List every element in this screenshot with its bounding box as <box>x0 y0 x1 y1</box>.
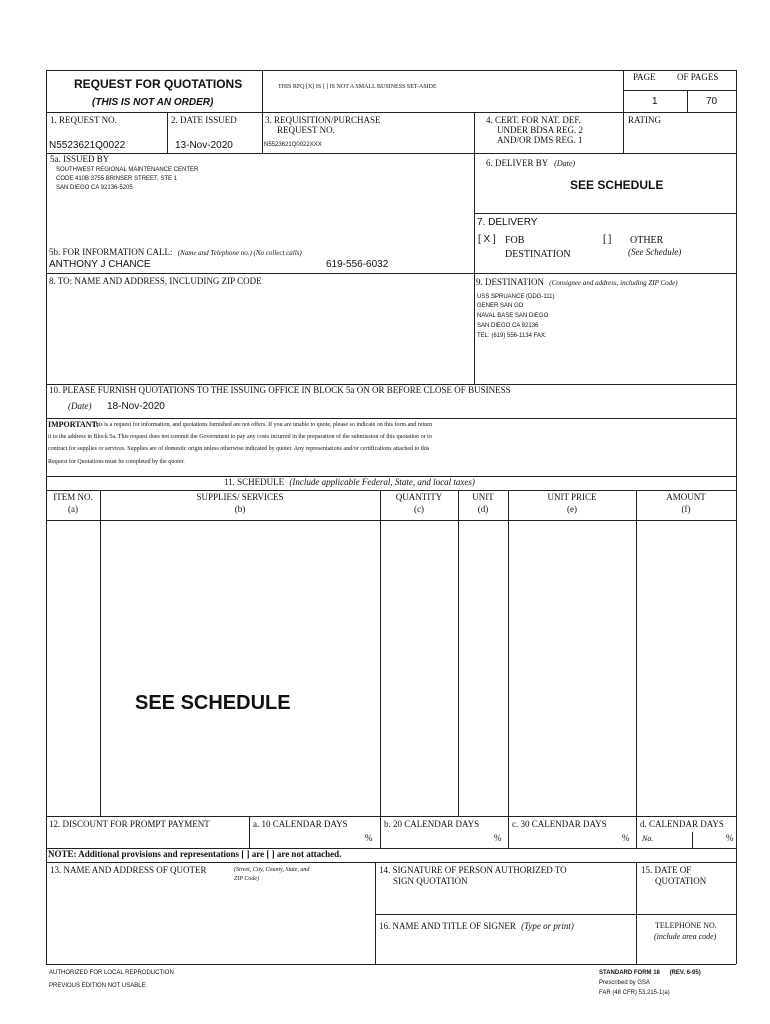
footer-form-number: STANDARD FORM 18 <box>599 970 660 976</box>
col-header-unit-price-sub: (e) <box>567 504 577 514</box>
col-header-unit: UNIT <box>472 492 494 502</box>
telephone-label: TELEPHONE NO. <box>655 921 717 930</box>
destination-hint: (Consignee and address, including ZIP Code) <box>549 279 678 287</box>
discount-label: 12. DISCOUNT FOR PROMPT PAYMENT <box>49 819 210 829</box>
to-label: 8. TO: NAME AND ADDRESS, INCLUDING ZIP CODE <box>49 276 262 286</box>
furnish-instructions: 10. PLEASE FURNISH QUOTATIONS TO THE ISSUING OFFICE IN BLOCK 5a ON OR BEFORE CLOSE OF BUSINESS <box>49 385 511 395</box>
schedule-title-hint: (Include applicable Federal, State, and local taxes) <box>289 477 475 487</box>
info-call-name: ANTHONY J CHANCE <box>49 259 151 270</box>
other-checkbox[interactable]: [ ] <box>603 234 612 245</box>
deliver-by-label-text: 6. DELIVER BY <box>486 158 548 168</box>
schedule-title <box>224 478 475 488</box>
footer-authorized: AUTHORIZED FOR LOCAL REPRODUCTION <box>49 970 174 976</box>
discount-20-pct[interactable]: % <box>494 833 502 843</box>
cert-label: 4. CERT. FOR NAT. DEF. <box>486 115 581 125</box>
additional-provisions-note: NOTE: Additional provisions and representations [ ] are [ ] are not attached. <box>48 849 342 859</box>
other-label: OTHER <box>630 235 664 246</box>
discount-10-days: a. 10 CALENDAR DAYS <box>253 819 348 829</box>
deliver-by-date-hint: (Date) <box>554 159 576 168</box>
quoter-name-label: 13. NAME AND ADDRESS OF QUOTER <box>50 865 207 875</box>
deliver-by-label <box>486 159 575 169</box>
see-schedule-hint: (See Schedule) <box>628 247 682 257</box>
telephone-hint: (include area code) <box>654 932 717 941</box>
request-no-value[interactable]: N5523621Q0022 <box>49 140 126 151</box>
fob-checkbox[interactable]: [ X ] <box>478 234 496 245</box>
discount-30-days: c. 30 CALENDAR DAYS <box>512 819 607 829</box>
set-aside-statement <box>278 84 437 91</box>
signature-label-2: SIGN QUOTATION <box>393 876 468 886</box>
rfq-is: IS <box>315 84 322 90</box>
important-line-2: it to the address in Block 5a. This request does not commit the Government to pay any costs incurred in the preparation of the submission of this quotation or to <box>48 434 432 440</box>
discount-10-pct[interactable]: % <box>365 833 373 843</box>
furnish-date-hint: (Date) <box>68 401 92 411</box>
discount-calendar-pct[interactable]: % <box>726 833 734 843</box>
important-line-3: contract for supplies or services. Supplies are of domestic origin unless otherwise indicated by quoter. Any representations and/or certifications attached to this <box>48 446 430 452</box>
footer-previous-edition: PREVIOUS EDITION NOT USABLE <box>49 983 146 989</box>
form-title: REQUEST FOR QUOTATIONS <box>74 77 243 91</box>
rfq-checkbox-is-not[interactable]: [ ] <box>322 84 329 90</box>
signer-name-label <box>379 922 574 932</box>
issued-by-line-2: CODE 410B 3755 BRINSER STREET, STE 1 <box>56 176 178 182</box>
page-value: 1 <box>652 96 658 107</box>
request-no-label: 1. REQUEST NO. <box>50 115 117 125</box>
requisition-label: 3. REQUISITION/PURCHASE <box>265 115 381 125</box>
signature-label: 14. SIGNATURE OF PERSON AUTHORIZED TO <box>379 865 567 875</box>
col-header-amount-sub: (f) <box>681 504 691 514</box>
fob-destination-label: DESTINATION <box>505 249 571 260</box>
date-issued-label: 2. DATE ISSUED <box>171 115 237 125</box>
footer-form-rev: (REV. 6-95) <box>669 970 701 976</box>
quoter-hint-2: ZIP Code) <box>234 876 260 882</box>
signer-name-hint: (Type or print) <box>521 921 574 931</box>
col-header-quantity: QUANTITY <box>395 492 443 502</box>
footer-prescribed: Prescribed by GSA <box>599 980 651 986</box>
col-header-quantity-sub: (c) <box>414 504 424 514</box>
col-header-supplies: SUPPLIES/ SERVICES <box>196 492 284 502</box>
footer-form-name <box>599 970 701 977</box>
deliver-by-value: SEE SCHEDULE <box>570 178 664 192</box>
of-pages-label: OF PAGES <box>677 72 719 82</box>
issued-by-line-3: SAN DIEGO CA 92136-5205 <box>56 185 133 191</box>
col-header-item: ITEM NO. <box>53 492 93 502</box>
info-call-label-text: 5b. FOR INFORMATION CALL: <box>49 247 173 257</box>
destination-line-3: NAVAL BASE SAN DIEGO <box>477 313 549 319</box>
rfq-suffix: IS NOT A SMALL BUSINESS SET-ASIDE <box>329 84 437 90</box>
cert-label-2: UNDER BDSA REG. 2 <box>497 125 584 135</box>
destination-label-text: 9. DESTINATION <box>476 277 544 287</box>
furnish-date-value: 18-Nov-2020 <box>107 401 165 412</box>
rfq-checkbox-is[interactable]: [X] <box>306 84 315 90</box>
info-call-label <box>49 248 302 258</box>
discount-no-label[interactable]: No. <box>642 834 654 843</box>
fob-label: FOB <box>505 235 525 246</box>
rfq-prefix: THIS RFQ <box>278 84 305 90</box>
schedule-body-text: SEE SCHEDULE <box>135 692 291 714</box>
discount-20-days: b. 20 CALENDAR DAYS <box>384 819 480 829</box>
cert-label-3: AND/OR DMS REG. 1 <box>497 135 583 145</box>
important-line-4: Request for Quotations must be completed by the quoter. <box>48 459 185 465</box>
info-call-phone: 619-556-6032 <box>326 259 389 270</box>
quotation-date-label-2: QUOTATION <box>655 876 707 886</box>
col-header-unit-price: UNIT PRICE <box>547 492 597 502</box>
issued-by-line-1: SOUTHWEST REGIONAL MAINTENANCE CENTER <box>56 167 199 173</box>
signer-name-label-text: 16. NAME AND TITLE OF SIGNER <box>379 921 516 931</box>
quoter-hint-1: (Street, City, County, State, and <box>234 867 310 873</box>
col-header-item-sub: (a) <box>68 504 78 514</box>
form-subtitle: (THIS IS NOT AN ORDER) <box>92 97 214 108</box>
quotation-date-label: 15. DATE OF <box>641 865 692 875</box>
col-header-amount: AMOUNT <box>666 492 706 502</box>
issued-by-label: 5a. ISSUED BY <box>50 154 110 164</box>
requisition-label-2: REQUEST NO. <box>277 125 335 135</box>
discount-30-pct[interactable]: % <box>622 833 630 843</box>
pages-value: 70 <box>706 96 718 107</box>
destination-line-5: TEL: (619) 556-1134 FAX: <box>477 333 547 339</box>
col-header-supplies-sub: (b) <box>234 504 246 514</box>
schedule-title-text: 11. SCHEDULE <box>224 477 285 487</box>
col-header-unit-sub: (d) <box>477 504 489 514</box>
discount-calendar-days: d. CALENDAR DAYS <box>640 819 724 829</box>
important-label: IMPORTANT: <box>48 420 99 429</box>
destination-line-4: SAN DIEGO CA 92136 <box>477 323 539 329</box>
requisition-value[interactable]: N5523621Q0022XXX <box>264 142 322 148</box>
destination-line-1: USS SPRUANCE (DDG-111) <box>477 294 555 300</box>
rating-label: RATING <box>628 115 661 125</box>
page-label: PAGE <box>633 72 656 82</box>
important-line-1: This is a request for information, and quotations furnished are not offers. If you are unable to quote, please so indicate on this form and return <box>92 422 433 428</box>
footer-far: FAR (48 CFR) 53.215-1(a) <box>599 990 670 996</box>
destination-label <box>476 278 678 288</box>
destination-line-2: GENER SAN GO <box>477 303 524 309</box>
delivery-label: 7. DELIVERY <box>477 217 538 228</box>
date-issued-value[interactable]: 13-Nov-2020 <box>175 140 233 151</box>
info-call-hint: (Name and Telephone no.) (No collect calls) <box>177 249 302 257</box>
